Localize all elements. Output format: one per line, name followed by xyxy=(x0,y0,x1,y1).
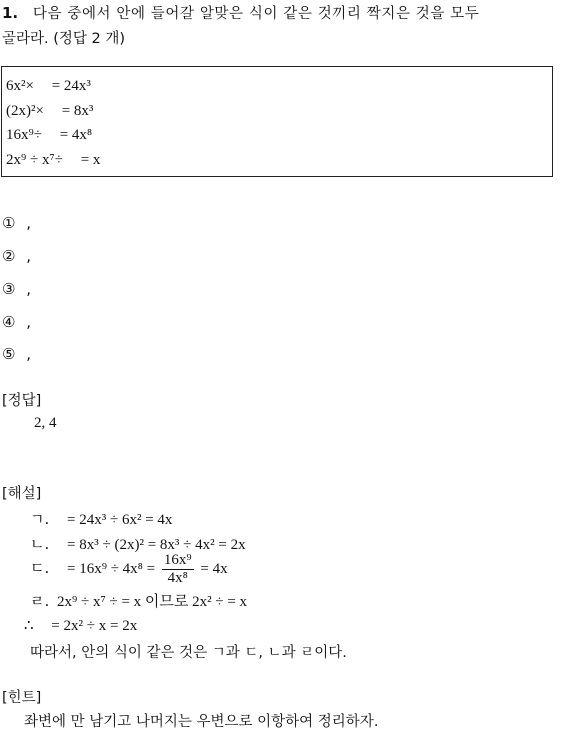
box-line-3-lhs: 16x⁹÷ xyxy=(6,127,42,143)
explanation-conclusion: 따라서, 안의 식이 같은 것은 ㄱ과 ㄷ, ㄴ과 ㄹ이다. xyxy=(30,645,347,661)
explanation-item-2-label: ㄴ. xyxy=(30,535,50,553)
hint-heading: [힌트] xyxy=(2,690,42,706)
therefore-symbol: ∴ xyxy=(24,618,34,634)
question-line-1 xyxy=(2,2,479,23)
explanation-item-4-label: ㄹ. xyxy=(30,592,50,610)
explanation-item-3 xyxy=(30,552,228,587)
explanation-item-4 xyxy=(30,590,247,611)
explanation-item-2-expr: = 8x³ ÷ (2x)² = 8x³ ÷ 4x² = 2x xyxy=(67,537,246,553)
choice-3[interactable] xyxy=(2,280,31,298)
explanation-item-3-expr-post: = 4x xyxy=(200,560,228,577)
answer-heading: [정답] xyxy=(2,393,42,409)
choice-2-marker: ② xyxy=(2,247,16,265)
hint-text: 좌변에 만 남기고 나머지는 우변으로 이항하여 정리하자. xyxy=(24,714,379,730)
explanation-item-1-label: ㄱ. xyxy=(30,510,50,528)
explanation-item-1-expr: = 24x³ ÷ 6x² = 4x xyxy=(67,512,173,528)
question-number: 1. xyxy=(2,4,19,22)
explanation-item-4-expr: 2x⁹ ÷ x⁷ ÷ = x 이므로 2x² ÷ = x xyxy=(57,594,248,610)
fraction-denominator: 4x⁸ xyxy=(167,570,188,586)
answer-value: 2, 4 xyxy=(34,415,57,431)
choice-1-text: , xyxy=(26,214,32,232)
expression-box xyxy=(1,66,553,177)
question-text-line-2: 골라라. (정답 2 개) xyxy=(2,31,126,47)
box-line-2-lhs: (2x)²× xyxy=(6,103,44,119)
box-line-2-rhs: = 8x³ xyxy=(61,103,94,119)
choice-5-marker: ⑤ xyxy=(2,345,16,363)
choice-1-marker: ① xyxy=(2,214,16,232)
choice-5-text: , xyxy=(26,345,32,363)
choice-2-text: , xyxy=(26,247,32,265)
choice-4[interactable] xyxy=(2,313,31,331)
choice-5[interactable] xyxy=(2,345,31,363)
explanation-heading: [해설] xyxy=(2,486,42,502)
fraction-numerator: 16x⁹ xyxy=(163,552,192,568)
box-line-1-rhs: = 24x³ xyxy=(51,78,91,94)
choice-3-text: , xyxy=(26,280,32,298)
box-line-1-lhs: 6x²× xyxy=(6,78,34,94)
box-line-2 xyxy=(6,103,93,120)
choice-3-marker: ③ xyxy=(2,280,16,298)
explanation-item-3-label: ㄷ. xyxy=(30,558,50,577)
explanation-item-3-fraction xyxy=(162,552,194,587)
choice-2[interactable] xyxy=(2,247,31,265)
choice-1[interactable] xyxy=(2,214,31,232)
explanation-item-2 xyxy=(30,533,246,554)
explanation-item-1 xyxy=(30,508,172,529)
explanation-item-5-expr: = 2x² ÷ x = 2x xyxy=(51,618,138,634)
box-line-4-rhs: = x xyxy=(80,152,101,168)
choice-4-marker: ④ xyxy=(2,313,16,331)
box-line-1 xyxy=(6,78,91,95)
box-line-4 xyxy=(6,152,100,169)
explanation-item-5 xyxy=(24,616,137,635)
choice-4-text: , xyxy=(26,313,32,331)
box-line-4-lhs: 2x⁹ ÷ x⁷÷ xyxy=(6,152,63,168)
box-line-3-rhs: = 4x⁸ xyxy=(59,127,93,143)
question-text-line-1: 다음 중에서 안에 들어갈 알맞은 식이 같은 것끼리 짝지은 것을 모두 xyxy=(32,6,480,22)
explanation-item-3-expr-pre: = 16x⁹ ÷ 4x⁸ = xyxy=(67,560,156,577)
box-line-3 xyxy=(6,127,92,144)
